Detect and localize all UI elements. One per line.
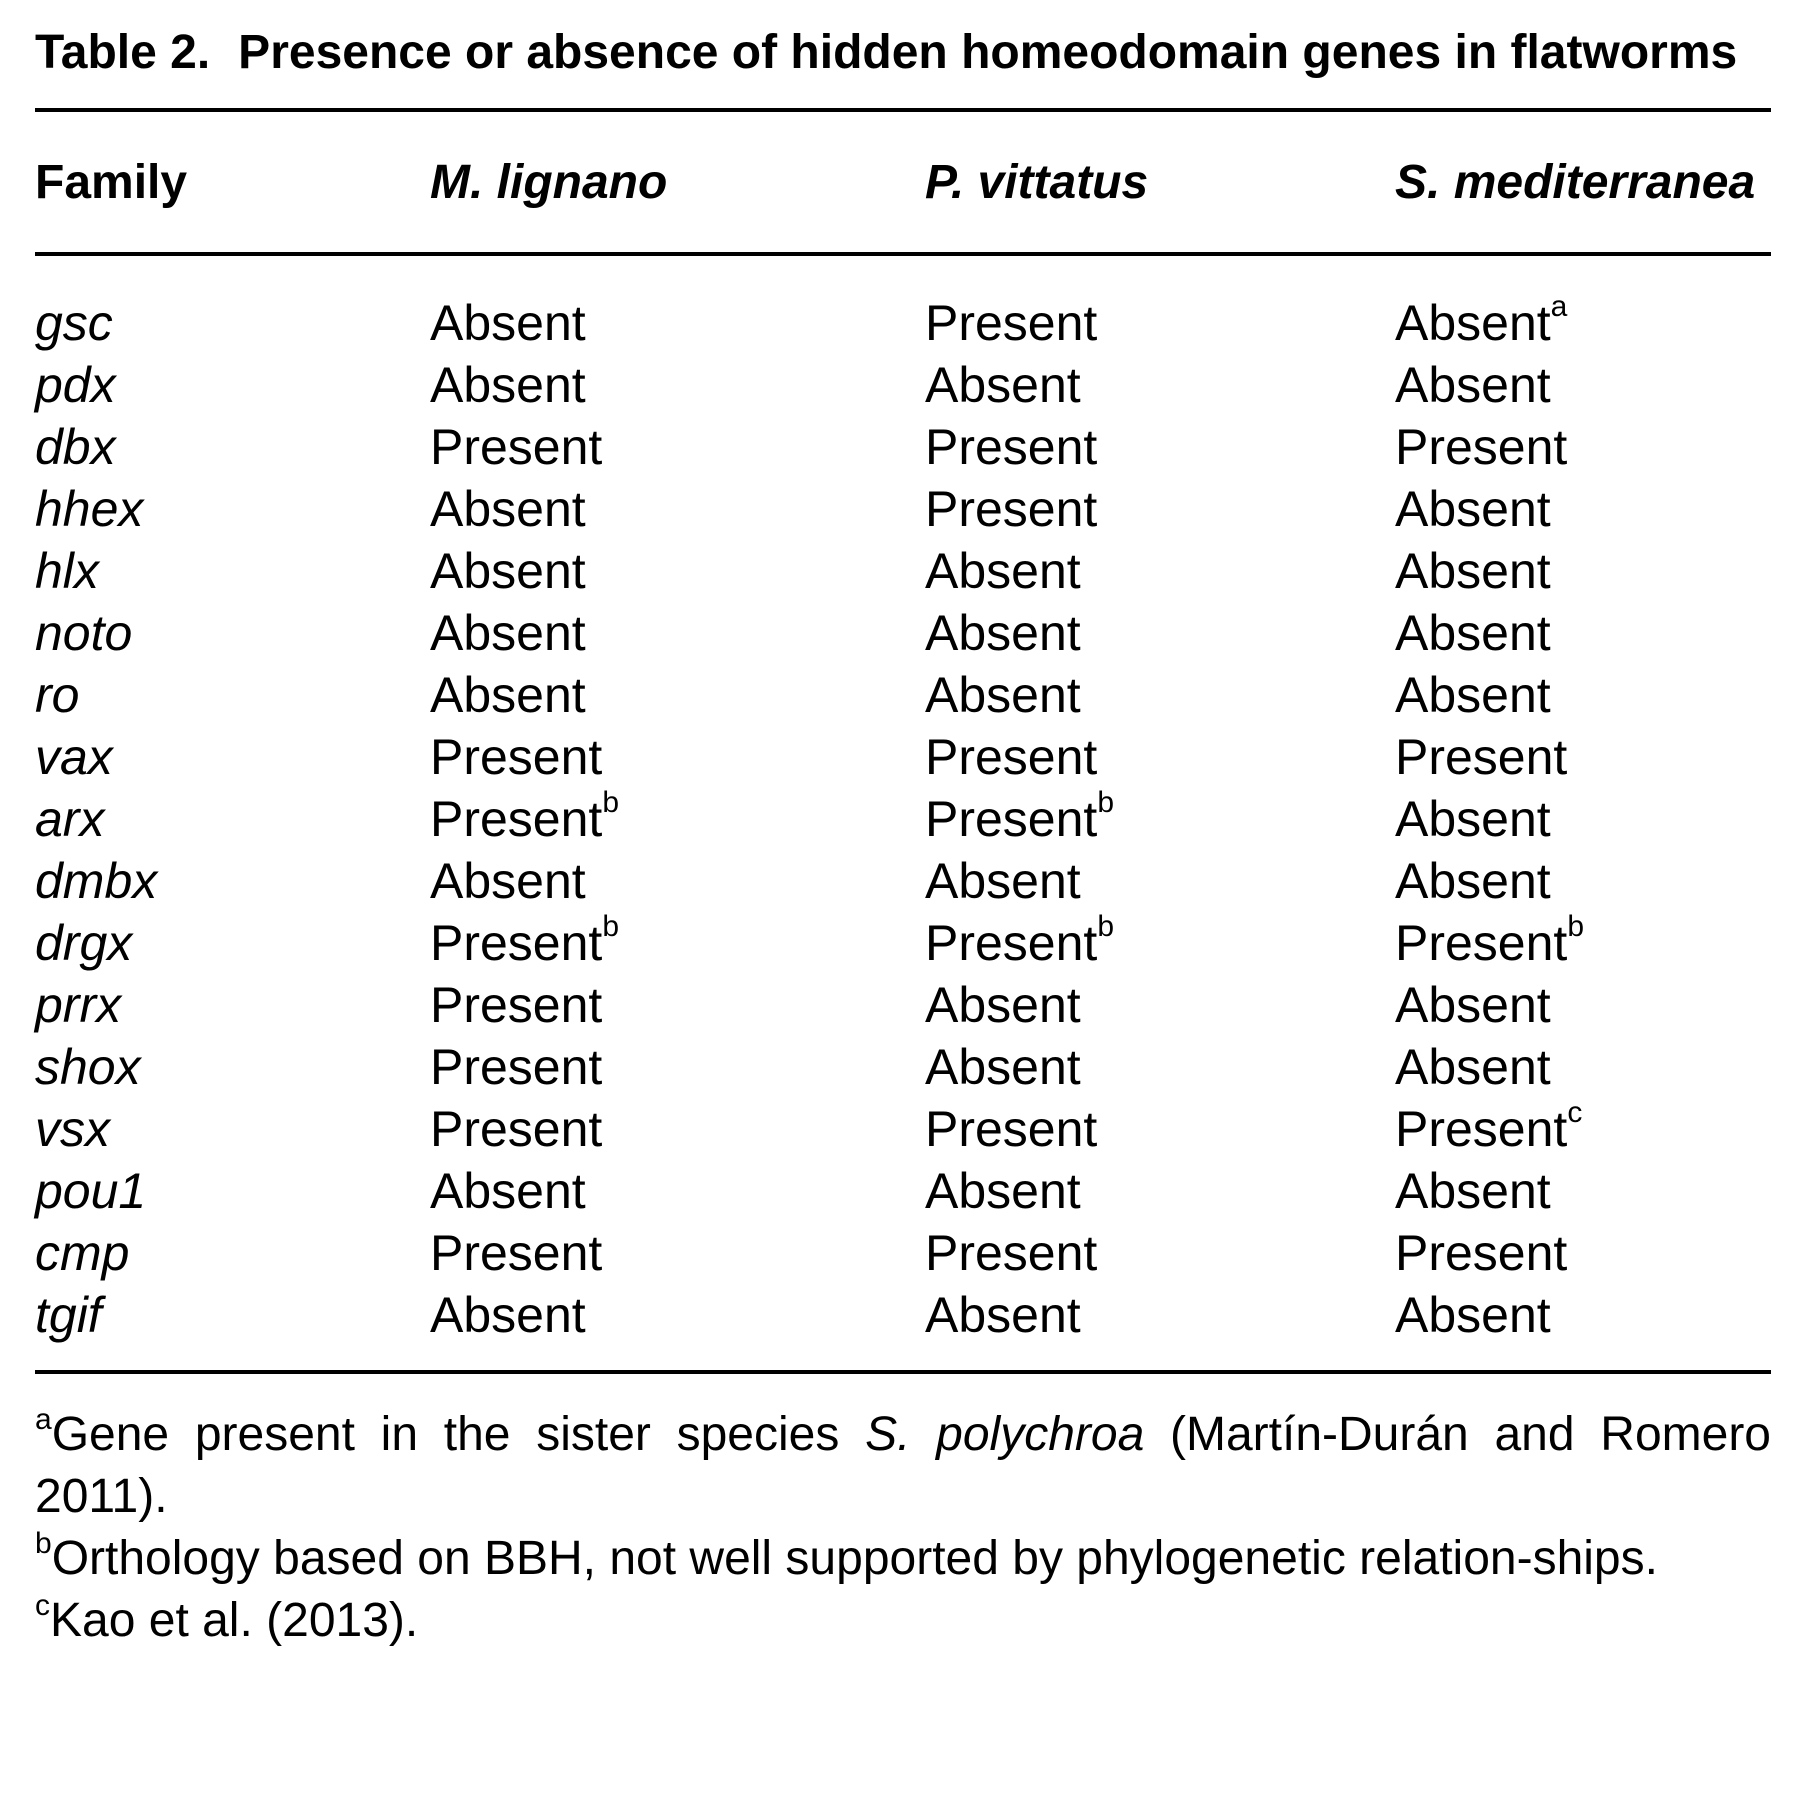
cell-family-text: tgif bbox=[35, 1287, 102, 1343]
table-row bbox=[35, 726, 1771, 788]
table-body bbox=[35, 256, 1771, 1346]
cell-m-lignano bbox=[430, 604, 925, 662]
cell-p-vittatus bbox=[925, 294, 1395, 352]
cell-p-vittatus bbox=[925, 1286, 1395, 1344]
cell-family bbox=[35, 1100, 430, 1158]
cell-m-lignano-text: Absent bbox=[430, 1163, 586, 1219]
cell-p-vittatus-text: Absent bbox=[925, 357, 1081, 413]
header-p-vittatus: P. vittatus bbox=[925, 155, 1149, 209]
cell-s-mediterranea bbox=[1395, 1162, 1771, 1220]
table-footnotes bbox=[35, 1404, 1771, 1652]
cell-m-lignano bbox=[430, 1162, 925, 1220]
cell-m-lignano-text: Present bbox=[430, 1225, 603, 1281]
cell-family bbox=[35, 790, 430, 848]
cell-m-lignano bbox=[430, 728, 925, 786]
cell-family bbox=[35, 480, 430, 538]
cell-family-text: dbx bbox=[35, 419, 116, 475]
table-row bbox=[35, 478, 1771, 540]
cell-s-mediterranea bbox=[1395, 790, 1771, 848]
cell-family bbox=[35, 1038, 430, 1096]
cell-s-mediterranea bbox=[1395, 910, 1771, 972]
cell-p-vittatus bbox=[925, 1038, 1395, 1096]
table-row bbox=[35, 1036, 1771, 1098]
cell-p-vittatus-text: Absent bbox=[925, 1163, 1081, 1219]
table-row bbox=[35, 850, 1771, 912]
cell-s-mediterranea-text: Absent bbox=[1395, 1287, 1551, 1343]
cell-p-vittatus bbox=[925, 480, 1395, 538]
cell-family bbox=[35, 852, 430, 910]
cell-m-lignano-text: Present bbox=[430, 977, 603, 1033]
cell-m-lignano bbox=[430, 356, 925, 414]
footnote-a-text-after: (Martín-Durán and Romero 2011). bbox=[35, 1408, 1771, 1523]
cell-p-vittatus bbox=[925, 418, 1395, 476]
table-row bbox=[35, 1160, 1771, 1222]
cell-family-text: ro bbox=[35, 667, 80, 723]
footnote-b bbox=[35, 1528, 1771, 1590]
cell-family bbox=[35, 666, 430, 724]
cell-family bbox=[35, 728, 430, 786]
header-m-lignano: M. lignano bbox=[430, 155, 668, 209]
cell-s-mediterranea-text: Absent bbox=[1395, 977, 1551, 1033]
cell-p-vittatus-text: Present bbox=[925, 1101, 1098, 1157]
cell-m-lignano-text: Present bbox=[430, 1101, 603, 1157]
footnote-c-text: Kao et al. (2013). bbox=[50, 1594, 419, 1647]
table-caption bbox=[35, 22, 1771, 84]
cell-p-vittatus bbox=[925, 604, 1395, 662]
cell-family-text: vsx bbox=[35, 1101, 110, 1157]
cell-p-vittatus-text: Present bbox=[925, 419, 1098, 475]
table-row bbox=[35, 292, 1771, 354]
cell-m-lignano-text: Absent bbox=[430, 543, 586, 599]
cell-s-mediterranea bbox=[1395, 1286, 1771, 1344]
cell-family-text: shox bbox=[35, 1039, 141, 1095]
cell-p-vittatus bbox=[925, 786, 1395, 848]
footnote-a bbox=[35, 1404, 1771, 1528]
table-row bbox=[35, 664, 1771, 726]
cell-s-mediterranea bbox=[1395, 976, 1771, 1034]
cell-m-lignano bbox=[430, 1100, 925, 1158]
cell-m-lignano bbox=[430, 910, 925, 972]
cell-s-mediterranea-text: Absent bbox=[1395, 853, 1551, 909]
cell-m-lignano bbox=[430, 786, 925, 848]
cell-s-mediterranea-text: Absent bbox=[1395, 481, 1551, 537]
footnote-mark-a: a bbox=[35, 1403, 52, 1436]
footnote-mark: b bbox=[602, 786, 620, 820]
cell-m-lignano-text: Present bbox=[430, 915, 603, 971]
cell-s-mediterranea bbox=[1395, 480, 1771, 538]
cell-family-text: pou1 bbox=[35, 1163, 147, 1219]
footnote-a-text-before: Gene present in the sister species bbox=[51, 1408, 866, 1461]
cell-p-vittatus-text: Present bbox=[925, 915, 1098, 971]
table-row bbox=[35, 602, 1771, 664]
cell-s-mediterranea bbox=[1395, 1096, 1771, 1158]
cell-p-vittatus-text: Present bbox=[925, 295, 1098, 351]
cell-s-mediterranea-text: Absent bbox=[1395, 543, 1551, 599]
cell-s-mediterranea-text: Absent bbox=[1395, 605, 1551, 661]
cell-p-vittatus bbox=[925, 728, 1395, 786]
cell-p-vittatus-text: Absent bbox=[925, 605, 1081, 661]
cell-p-vittatus bbox=[925, 976, 1395, 1034]
table-label: Table 2. bbox=[35, 26, 211, 79]
table-row bbox=[35, 974, 1771, 1036]
footnote-c bbox=[35, 1590, 1771, 1652]
cell-family-text: dmbx bbox=[35, 853, 158, 909]
cell-m-lignano bbox=[430, 542, 925, 600]
cell-p-vittatus bbox=[925, 910, 1395, 972]
cell-m-lignano-text: Absent bbox=[430, 481, 586, 537]
cell-m-lignano-text: Present bbox=[430, 419, 603, 475]
cell-p-vittatus-text: Absent bbox=[925, 977, 1081, 1033]
cell-family-text: gsc bbox=[35, 295, 113, 351]
cell-m-lignano bbox=[430, 294, 925, 352]
cell-p-vittatus bbox=[925, 1224, 1395, 1282]
cell-p-vittatus bbox=[925, 1100, 1395, 1158]
cell-p-vittatus-text: Absent bbox=[925, 667, 1081, 723]
cell-s-mediterranea bbox=[1395, 542, 1771, 600]
cell-m-lignano bbox=[430, 666, 925, 724]
cell-m-lignano bbox=[430, 418, 925, 476]
cell-m-lignano-text: Present bbox=[430, 1039, 603, 1095]
cell-family bbox=[35, 1162, 430, 1220]
cell-family-text: hhex bbox=[35, 481, 144, 537]
cell-family bbox=[35, 542, 430, 600]
table-row bbox=[35, 354, 1771, 416]
cell-m-lignano-text: Absent bbox=[430, 1287, 586, 1343]
cell-s-mediterranea bbox=[1395, 666, 1771, 724]
cell-s-mediterranea bbox=[1395, 728, 1771, 786]
cell-family bbox=[35, 976, 430, 1034]
cell-family bbox=[35, 604, 430, 662]
cell-p-vittatus-text: Present bbox=[925, 481, 1098, 537]
table-row bbox=[35, 912, 1771, 974]
cell-s-mediterranea-text: Absent bbox=[1395, 1039, 1551, 1095]
footnote-mark: b bbox=[602, 910, 620, 944]
footnote-mark: b bbox=[1097, 786, 1115, 820]
cell-p-vittatus bbox=[925, 852, 1395, 910]
cell-s-mediterranea bbox=[1395, 1224, 1771, 1282]
cell-family bbox=[35, 914, 430, 972]
cell-p-vittatus-text: Absent bbox=[925, 543, 1081, 599]
cell-s-mediterranea bbox=[1395, 356, 1771, 414]
cell-family bbox=[35, 1286, 430, 1344]
cell-m-lignano bbox=[430, 1038, 925, 1096]
cell-family-text: noto bbox=[35, 605, 133, 661]
cell-family-text: hlx bbox=[35, 543, 99, 599]
cell-s-mediterranea-text: Absent bbox=[1395, 357, 1551, 413]
cell-m-lignano bbox=[430, 1286, 925, 1344]
cell-p-vittatus-text: Present bbox=[925, 791, 1098, 847]
header-s-mediterranea: S. mediterranea bbox=[1395, 155, 1756, 209]
cell-family-text: drgx bbox=[35, 915, 133, 971]
cell-s-mediterranea bbox=[1395, 852, 1771, 910]
cell-p-vittatus bbox=[925, 542, 1395, 600]
cell-s-mediterranea-text: Present bbox=[1395, 1225, 1568, 1281]
header-family: Family bbox=[35, 155, 188, 209]
cell-family-text: pdx bbox=[35, 357, 116, 413]
table-row bbox=[35, 788, 1771, 850]
cell-m-lignano bbox=[430, 1224, 925, 1282]
cell-p-vittatus-text: Present bbox=[925, 729, 1098, 785]
cell-p-vittatus-text: Absent bbox=[925, 853, 1081, 909]
cell-s-mediterranea-text: Present bbox=[1395, 419, 1568, 475]
table-title: Presence or absence of hidden homeodomain genes in flatworms bbox=[238, 26, 1738, 79]
cell-s-mediterranea-text: Present bbox=[1395, 1101, 1568, 1157]
footnote-mark: a bbox=[1550, 290, 1568, 324]
footnote-mark: b bbox=[1097, 910, 1115, 944]
cell-s-mediterranea bbox=[1395, 290, 1771, 352]
cell-family-text: arx bbox=[35, 791, 105, 847]
cell-m-lignano bbox=[430, 480, 925, 538]
cell-s-mediterranea-text: Absent bbox=[1395, 295, 1551, 351]
table-row bbox=[35, 416, 1771, 478]
cell-p-vittatus-text: Absent bbox=[925, 1039, 1081, 1095]
footnote-mark: b bbox=[1567, 910, 1585, 944]
cell-m-lignano bbox=[430, 976, 925, 1034]
table-row bbox=[35, 540, 1771, 602]
cell-m-lignano-text: Absent bbox=[430, 667, 586, 723]
table-row bbox=[35, 1098, 1771, 1160]
table-row bbox=[35, 1222, 1771, 1284]
cell-family bbox=[35, 418, 430, 476]
footnote-mark-b: b bbox=[35, 1527, 52, 1560]
footnote-b-text: Orthology based on BBH, not well supported by phylogenetic relation-ships. bbox=[51, 1532, 1658, 1585]
cell-s-mediterranea-text: Present bbox=[1395, 729, 1568, 785]
cell-s-mediterranea-text: Absent bbox=[1395, 1163, 1551, 1219]
table-page bbox=[35, 22, 1771, 1652]
cell-family bbox=[35, 294, 430, 352]
cell-s-mediterranea bbox=[1395, 418, 1771, 476]
cell-s-mediterranea-text: Absent bbox=[1395, 791, 1551, 847]
cell-family bbox=[35, 356, 430, 414]
cell-s-mediterranea-text: Absent bbox=[1395, 667, 1551, 723]
cell-s-mediterranea bbox=[1395, 604, 1771, 662]
table-row bbox=[35, 1284, 1771, 1346]
cell-family-text: cmp bbox=[35, 1225, 130, 1281]
cell-p-vittatus bbox=[925, 666, 1395, 724]
cell-m-lignano-text: Absent bbox=[430, 357, 586, 413]
cell-m-lignano bbox=[430, 852, 925, 910]
footnote-mark: c bbox=[1567, 1096, 1583, 1130]
table-header bbox=[35, 112, 1771, 252]
cell-m-lignano-text: Present bbox=[430, 729, 603, 785]
cell-p-vittatus bbox=[925, 1162, 1395, 1220]
cell-m-lignano-text: Absent bbox=[430, 295, 586, 351]
cell-p-vittatus-text: Absent bbox=[925, 1287, 1081, 1343]
cell-family-text: prrx bbox=[35, 977, 122, 1033]
footnote-mark-c: c bbox=[35, 1589, 50, 1622]
cell-family-text: vax bbox=[35, 729, 113, 785]
cell-family bbox=[35, 1224, 430, 1282]
cell-m-lignano-text: Absent bbox=[430, 605, 586, 661]
footnote-a-species: S. polychroa bbox=[865, 1408, 1145, 1461]
cell-p-vittatus bbox=[925, 356, 1395, 414]
cell-s-mediterranea bbox=[1395, 1038, 1771, 1096]
cell-m-lignano-text: Present bbox=[430, 791, 603, 847]
cell-m-lignano-text: Absent bbox=[430, 853, 586, 909]
cell-p-vittatus-text: Present bbox=[925, 1225, 1098, 1281]
cell-s-mediterranea-text: Present bbox=[1395, 915, 1568, 971]
bottom-rule bbox=[35, 1370, 1771, 1374]
